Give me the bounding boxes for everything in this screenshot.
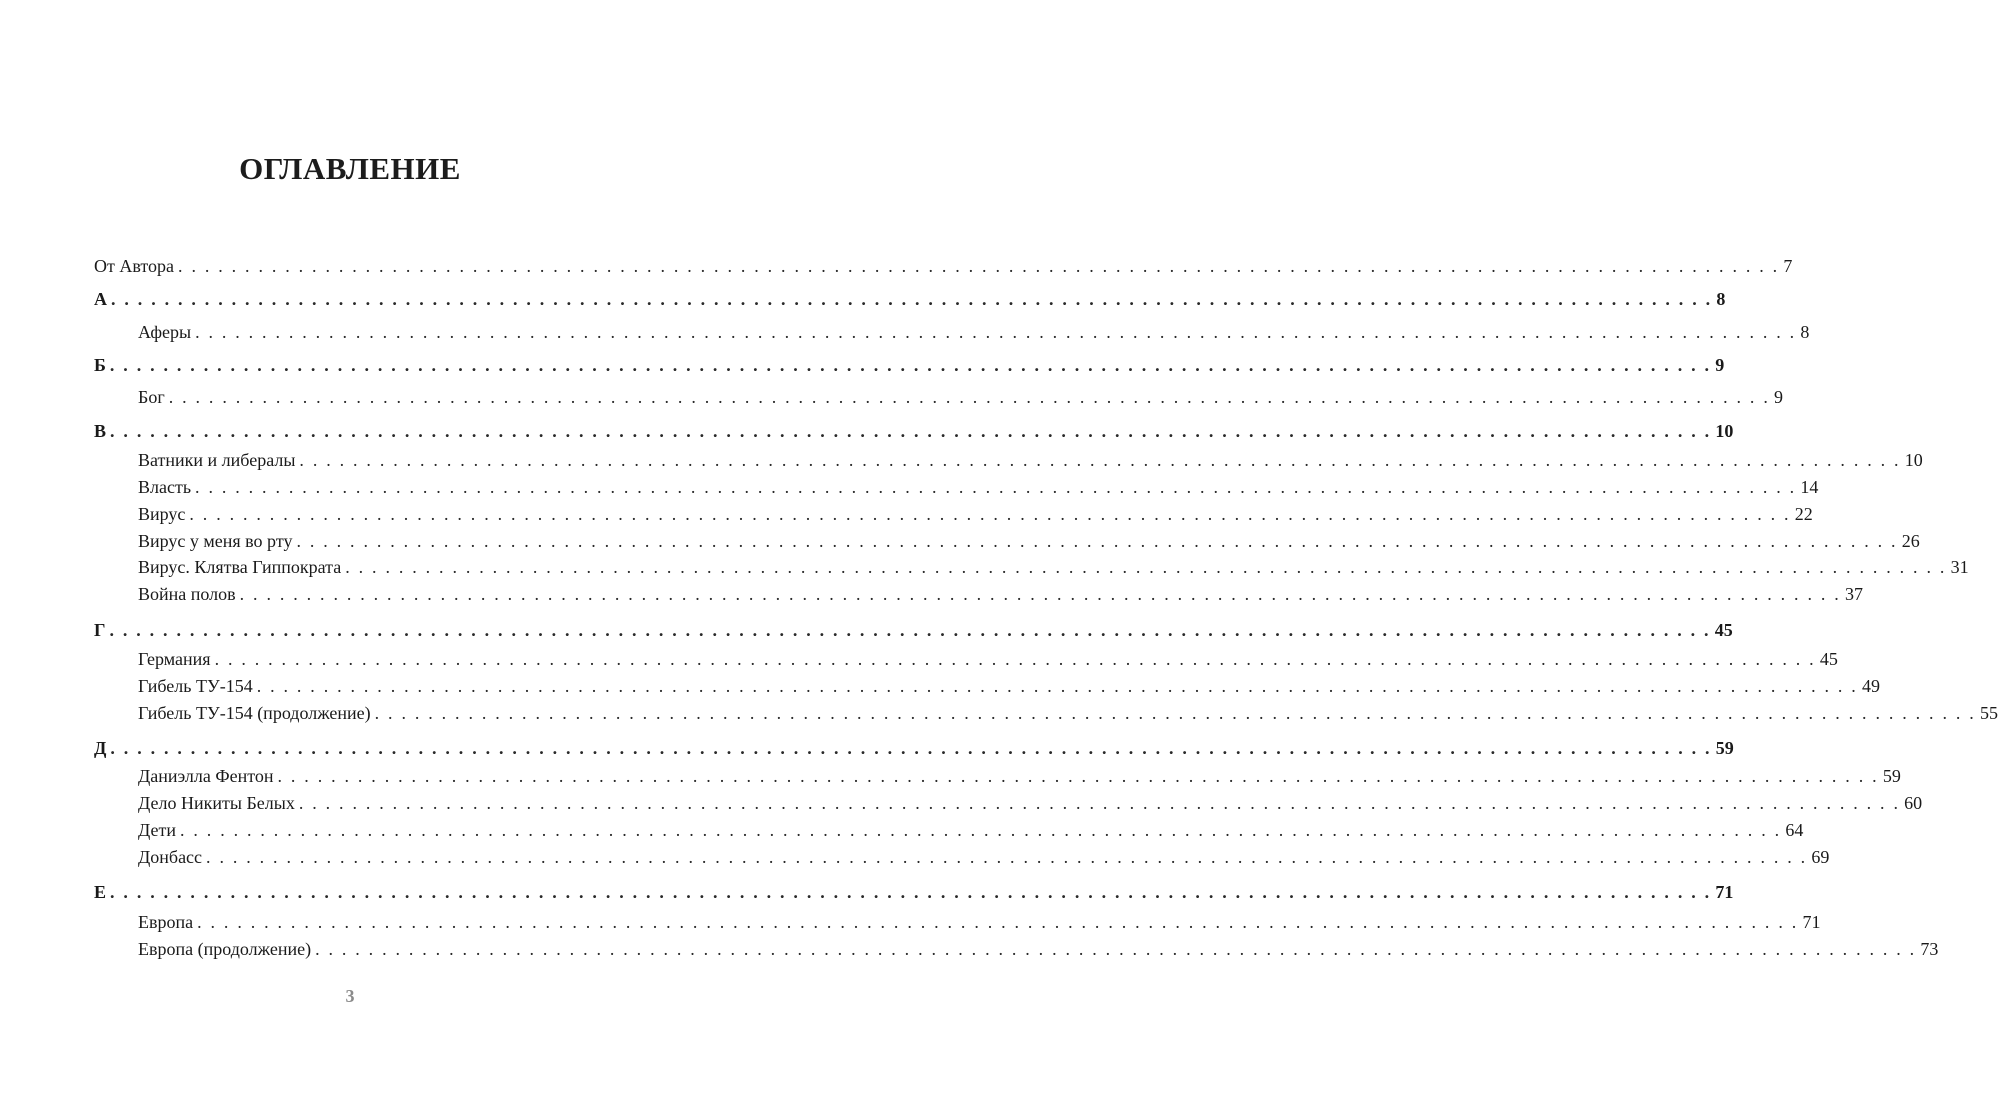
dot-leader: . . . . . . . . . . . . . . . . . . . . . . . . . . . . . . . . . . . . . . . . . . . . . . . . . . . . . . . . . . . . . . . . . . . . . . . . . . . . . . . . . . . . . . . . . . . . . . . . . . . . . . . . . . . . . . . . . . . . . . . . (109, 620, 1711, 640)
dot-leader: . . . . . . . . . . . . . . . . . . . . . . . . . . . . . . . . . . . . . . . . . . . . . . . . . . . . . . . . . . . . . . . . . . . . . . . . . . . . . . . . . . . . . . . . . . . . . . . . . . . . . . . . . . . . . . . . . . . . . . . . (206, 847, 1808, 867)
dot-leader: . . . . . . . . . . . . . . . . . . . . . . . . . . . . . . . . . . . . . . . . . . . . . . . . . . . . . . . . . . . . . . . . . . . . . . . . . . . . . . . . . . . . . . . . . . . . . . . . . . . . . . . . . . . . . . . . . . . . . . . . (110, 421, 1712, 441)
dot-leader: . . . . . . . . . . . . . . . . . . . . . . . . . . . . . . . . . . . . . . . . . . . . . . . . . . . . . . . . . . . . . . . . . . . . . . . . . . . . . . . . . . . . . . . . . . . . . . . . . . . . . . . . . . . . . . . . . . . . . . . . (195, 477, 1797, 497)
toc-entry (138, 581, 1863, 607)
toc-entry-title: От Автора (94, 256, 175, 276)
toc-section-heading (94, 286, 1726, 312)
toc-page-number: 45 (1819, 649, 1838, 669)
toc-page-number: 55 (1979, 703, 1998, 723)
page-number: 3 (345, 986, 355, 1006)
toc-section-heading (94, 418, 1734, 444)
toc-page-number: 45 (1714, 620, 1733, 640)
toc-entry (138, 844, 1830, 870)
toc-entry-title: Дело Никиты Белых (138, 793, 295, 813)
toc-entry-title: Бог (138, 387, 165, 407)
toc-entry (138, 817, 1804, 843)
dot-leader: . . . . . . . . . . . . . . . . . . . . . . . . . . . . . . . . . . . . . . . . . . . . . . . . . . . . . . . . . . . . . . . . . . . . . . . . . . . . . . . . . . . . . . . . . . . . . . . . . . . . . . . . . . . . . . . . . . . . . . . . (195, 322, 1797, 342)
toc-entry-title: А (94, 289, 107, 309)
dot-leader: . . . . . . . . . . . . . . . . . . . . . . . . . . . . . . . . . . . . . . . . . . . . . . . . . . . . . . . . . . . . . . . . . . . . . . . . . . . . . . . . . . . . . . . . . . . . . . . . . . . . . . . . . . . . . . . . . . . . . . . . (180, 820, 1782, 840)
toc-page-number: 7 (1783, 256, 1793, 276)
dot-leader: . . . . . . . . . . . . . . . . . . . . . . . . . . . . . . . . . . . . . . . . . . . . . . . . . . . . . . . . . . . . . . . . . . . . . . . . . . . . . . . . . . . . . . . . . . . . . . . . . . . . . . . . . . . . . . . . . . . . . . . . (315, 939, 1917, 959)
toc-entry-title: Даниэлла Фентон (138, 766, 274, 786)
dot-leader: . . . . . . . . . . . . . . . . . . . . . . . . . . . . . . . . . . . . . . . . . . . . . . . . . . . . . . . . . . . . . . . . . . . . . . . . . . . . . . . . . . . . . . . . . . . . . . . . . . . . . . . . . . . . . . . . . . . . . . . . (197, 912, 1799, 932)
toc-entry-title: Германия (138, 649, 211, 669)
toc-page-number: 9 (1715, 355, 1725, 375)
toc-entry (138, 646, 1838, 672)
dot-leader: . . . . . . . . . . . . . . . . . . . . . . . . . . . . . . . . . . . . . . . . . . . . . . . . . . . . . . . . . . . . . . . . . . . . . . . . . . . . . . . . . . . . . . . . . . . . . . . . . . . . . . . . . . . . . . . . . . . . . . . . (256, 676, 1859, 696)
toc-entry-title: Гибель ТУ-154 (продолжение) (138, 703, 371, 723)
page-title: ОГЛАВЛЕНИЕ (239, 151, 461, 186)
toc-page-number: 59 (1882, 766, 1901, 786)
toc-page-number: 8 (1800, 322, 1810, 342)
toc-entry (138, 700, 1998, 726)
toc-entry (138, 447, 1923, 473)
toc-page-number: 26 (1901, 531, 1920, 551)
toc-page-number: 37 (1844, 584, 1863, 604)
toc-entry-title: Власть (138, 477, 192, 497)
dot-leader: . . . . . . . . . . . . . . . . . . . . . . . . . . . . . . . . . . . . . . . . . . . . . . . . . . . . . . . . . . . . . . . . . . . . . . . . . . . . . . . . . . . . . . . . . . . . . . . . . . . . . . . . . . . . . . . . . . . . . . . . (239, 584, 1841, 604)
toc-entry-title: Вирус у меня во рту (138, 531, 293, 551)
toc-page-number: 69 (1811, 847, 1830, 867)
toc-page-number: 64 (1785, 820, 1804, 840)
toc-page-number: 10 (1904, 450, 1923, 470)
dot-leader: . . . . . . . . . . . . . . . . . . . . . . . . . . . . . . . . . . . . . . . . . . . . . . . . . . . . . . . . . . . . . . . . . . . . . . . . . . . . . . . . . . . . . . . . . . . . . . . . . . . . . . . . . . . . . . . . . . . . . . . . (109, 355, 1712, 375)
toc-page-number: 73 (1920, 939, 1939, 959)
dot-leader: . . . . . . . . . . . . . . . . . . . . . . . . . . . . . . . . . . . . . . . . . . . . . . . . . . . . . . . . . . . . . . . . . . . . . . . . . . . . . . . . . . . . . . . . . . . . . . . . . . . . . . . . . . . . . . . . . . . . . . . . (214, 649, 1816, 669)
toc-page-number: 71 (1715, 882, 1734, 902)
dot-leader: . . . . . . . . . . . . . . . . . . . . . . . . . . . . . . . . . . . . . . . . . . . . . . . . . . . . . . . . . . . . . . . . . . . . . . . . . . . . . . . . . . . . . . . . . . . . . . . . . . . . . . . . . . . . . . . . . . . . . . . . (168, 387, 1771, 407)
toc-entry (138, 474, 1819, 500)
toc-entry-title: Донбасс (138, 847, 203, 867)
toc-entry (138, 554, 1969, 580)
toc-entry-title: Война полов (138, 584, 236, 604)
dot-leader: . . . . . . . . . . . . . . . . . . . . . . . . . . . . . . . . . . . . . . . . . . . . . . . . . . . . . . . . . . . . . . . . . . . . . . . . . . . . . . . . . . . . . . . . . . . . . . . . . . . . . . . . . . . . . . . . . . . . . . . . (374, 703, 1976, 723)
toc-section-heading (94, 352, 1725, 378)
dot-leader: . . . . . . . . . . . . . . . . . . . . . . . . . . . . . . . . . . . . . . . . . . . . . . . . . . . . . . . . . . . . . . . . . . . . . . . . . . . . . . . . . . . . . . . . . . . . . . . . . . . . . . . . . . . . . . . . . . . . . . . . (110, 738, 1712, 758)
dot-leader: . . . . . . . . . . . . . . . . . . . . . . . . . . . . . . . . . . . . . . . . . . . . . . . . . . . . . . . . . . . . . . . . . . . . . . . . . . . . . . . . . . . . . . . . . . . . . . . . . . . . . . . . . . . . . . . . . . . . . . . . (298, 793, 1901, 813)
toc-page-number: 8 (1716, 289, 1726, 309)
toc-page-number: 22 (1794, 504, 1813, 524)
dot-leader: . . . . . . . . . . . . . . . . . . . . . . . . . . . . . . . . . . . . . . . . . . . . . . . . . . . . . . . . . . . . . . . . . . . . . . . . . . . . . . . . . . . . . . . . . . . . . . . . . . . . . . . . . . . . . . . . . . . . . . . . (110, 882, 1712, 902)
toc-page-number: 14 (1800, 477, 1819, 497)
toc-entry-title: Вирус (138, 504, 186, 524)
toc-entry (138, 501, 1813, 527)
toc-entry-title: В (94, 421, 107, 441)
dot-leader: . . . . . . . . . . . . . . . . . . . . . . . . . . . . . . . . . . . . . . . . . . . . . . . . . . . . . . . . . . . . . . . . . . . . . . . . . . . . . . . . . . . . . . . . . . . . . . . . . . . . . . . . . . . . . . . . . . . . . . . . (111, 289, 1713, 309)
toc-entry (138, 763, 1901, 789)
toc-entry (94, 253, 1793, 279)
toc-page-number: 10 (1715, 421, 1734, 441)
toc-entry-title: Аферы (138, 322, 192, 342)
toc-section-heading (94, 879, 1734, 905)
dot-leader: . . . . . . . . . . . . . . . . . . . . . . . . . . . . . . . . . . . . . . . . . . . . . . . . . . . . . . . . . . . . . . . . . . . . . . . . . . . . . . . . . . . . . . . . . . . . . . . . . . . . . . . . . . . . . . . . . . . . . . . . (296, 531, 1898, 551)
toc-entry-title: Европа (продолжение) (138, 939, 312, 959)
toc-section-heading (94, 617, 1733, 643)
toc-entry-title: Дети (138, 820, 176, 840)
toc-entry (138, 909, 1821, 935)
toc-entry-title: Е (94, 882, 107, 902)
toc-entry (138, 528, 1920, 554)
dot-leader: . . . . . . . . . . . . . . . . . . . . . . . . . . . . . . . . . . . . . . . . . . . . . . . . . . . . . . . . . . . . . . . . . . . . . . . . . . . . . . . . . . . . . . . . . . . . . . . . . . . . . . . . . . . . . . . . . . . . . . . . (345, 557, 1947, 577)
toc-entry-title: Б (94, 355, 106, 375)
toc-entry-title: Ватники и либералы (138, 450, 296, 470)
dot-leader: . . . . . . . . . . . . . . . . . . . . . . . . . . . . . . . . . . . . . . . . . . . . . . . . . . . . . . . . . . . . . . . . . . . . . . . . . . . . . . . . . . . . . . . . . . . . . . . . . . . . . . . . . . . . . . . . . . . . . . . . (299, 450, 1901, 470)
toc-entry (138, 790, 1923, 816)
dot-leader: . . . . . . . . . . . . . . . . . . . . . . . . . . . . . . . . . . . . . . . . . . . . . . . . . . . . . . . . . . . . . . . . . . . . . . . . . . . . . . . . . . . . . . . . . . . . . . . . . . . . . . . . . . . . . . . . . . . . . . . . (189, 504, 1791, 524)
toc-entry (138, 319, 1810, 345)
toc-entry-title: Д (94, 738, 107, 758)
toc-entry-title: Европа (138, 912, 194, 932)
toc-entry (138, 384, 1784, 410)
toc-page-number: 59 (1715, 738, 1734, 758)
toc-page-number: 60 (1904, 793, 1923, 813)
toc-entry-title: Гибель ТУ-154 (138, 676, 253, 696)
toc-page-number: 31 (1950, 557, 1969, 577)
toc-entry (138, 936, 1939, 962)
toc-page-number: 49 (1862, 676, 1881, 696)
dot-leader: . . . . . . . . . . . . . . . . . . . . . . . . . . . . . . . . . . . . . . . . . . . . . . . . . . . . . . . . . . . . . . . . . . . . . . . . . . . . . . . . . . . . . . . . . . . . . . . . . . . . . . . . . . . . . . . . . . . . . . . . (277, 766, 1879, 786)
toc-page-number: 9 (1774, 387, 1784, 407)
toc-page-number: 71 (1802, 912, 1821, 932)
toc-section-heading (94, 735, 1734, 761)
dot-leader: . . . . . . . . . . . . . . . . . . . . . . . . . . . . . . . . . . . . . . . . . . . . . . . . . . . . . . . . . . . . . . . . . . . . . . . . . . . . . . . . . . . . . . . . . . . . . . . . . . . . . . . . . . . . . . . . . . . . . . . . (178, 256, 1780, 276)
toc-entry-title: Г (94, 620, 106, 640)
toc-entry (138, 673, 1881, 699)
toc-entry-title: Вирус. Клятва Гиппократа (138, 557, 342, 577)
